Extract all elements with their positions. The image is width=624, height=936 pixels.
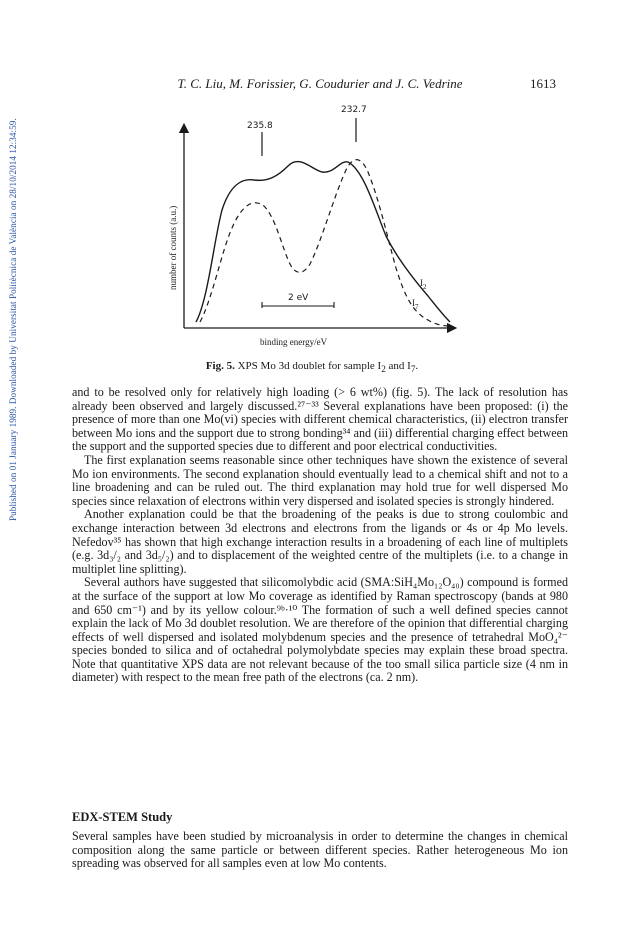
main-body-text — [72, 386, 568, 685]
paragraph-1: and to be resolved only for relatively high loading (> 6 wt%) (fig. 5). The lack of resolution has already been observed and largely discussed.²⁷⁻³³ Several explanations have been proposed: (i) the presence of more than one Mo(vi) species with different chemical characteristics, (ii) electron transfer between Mo ions and the support due to strong bonding³⁴ and (iii) differential charging effect between the support and the supported species due to different and poor electrical conductivities. — [72, 385, 568, 454]
paragraph-2: The first explanation seems reasonable since other techniques have shown the existence of several Mo ion environments. The second explanation should eventually lead to a chemical shift and not to a line broadening and can be ruled out. The third explanation may hold true for well dispersed Mo species since relaxation of electrons within very dispersed and isolated species is strongly hindered. — [72, 452, 568, 508]
peak-label-232: 232.7 — [341, 105, 367, 115]
caption-text: XPS Mo 3d doublet for sample I — [237, 360, 382, 372]
scale-label: 2 eV — [288, 293, 309, 303]
page-number: 1613 — [530, 76, 556, 91]
download-watermark: Published on 01 January 1989. Downloaded by Universitat Politècnica de València on 28/10/2014 12:34:59. — [8, 118, 18, 522]
curve-label-I7: $I_7$ — [412, 298, 419, 311]
section-paragraph: Several samples have been studied by microanalysis in order to determine the changes in chemical composition along the same particle or between different species. Rather heterogeneous Mo ion spreading was observed for all samples even at low Mo contents. — [72, 829, 568, 871]
peak-label-235: 235.8 — [247, 121, 273, 131]
xps-figure — [150, 100, 480, 360]
section-body-text — [72, 830, 568, 871]
section-heading-edx-stem: EDX-STEM Study — [72, 810, 173, 824]
caption-label: Fig. 5. — [205, 360, 235, 372]
figure-caption: Fig. 5. XPS Mo 3d doublet for sample $I_2$ and $I_7$. — [205, 360, 419, 375]
curve-label-I2: $I_2$ — [420, 278, 427, 291]
paragraph-3: Another explanation could be that the broadening of the peaks is due to strong coulombic and exchange interaction between 3d electrons and electrons from the ligands or 4s or 4p Mo levels. Nefedov³⁵ has shown that high exchange interaction results in a broadening of each line of multiplets (e.g. 3d₃/₂ and 3d₅/₂) and to displacement of the weighted centre of the multiplets (i.e. to a change in multiplet line splitting). — [72, 507, 568, 576]
xps-spectrum-plot — [150, 100, 480, 360]
running-header-authors: T. C. Liu, M. Forissier, G. Coudurier and J. C. Vedrine — [177, 76, 463, 91]
y-axis-label: number of counts (a.u.) — [168, 205, 178, 290]
x-axis-label: binding energy/eV — [260, 337, 328, 347]
paragraph-4: Several authors have suggested that silicomolybdic acid (SMA:SiH₄Mo₁₂O₄₀) compound is formed at the surface of the support at low Mo coverage as identified by Raman spectroscopy (bands at 980 and 650 cm⁻¹) and by its yellow colour.⁹ᵇ·¹⁰ The formation of such a well defined species cannot explain the lack of Mo 3d doublet resolution. We are therefore of the opinion that differential charging effects of well dispersed and isolated molybdenum species and the presence of tetrahedral MoO₄²⁻ species bonded to silica and of octahedral polymolybdate species may explain these broad spectra. Note that quantitative XPS data are not relevant because of the too small silica particle size (4 nm in diameter) with respect to the mean free path of the electrons (ca. 2 nm). — [72, 575, 568, 685]
